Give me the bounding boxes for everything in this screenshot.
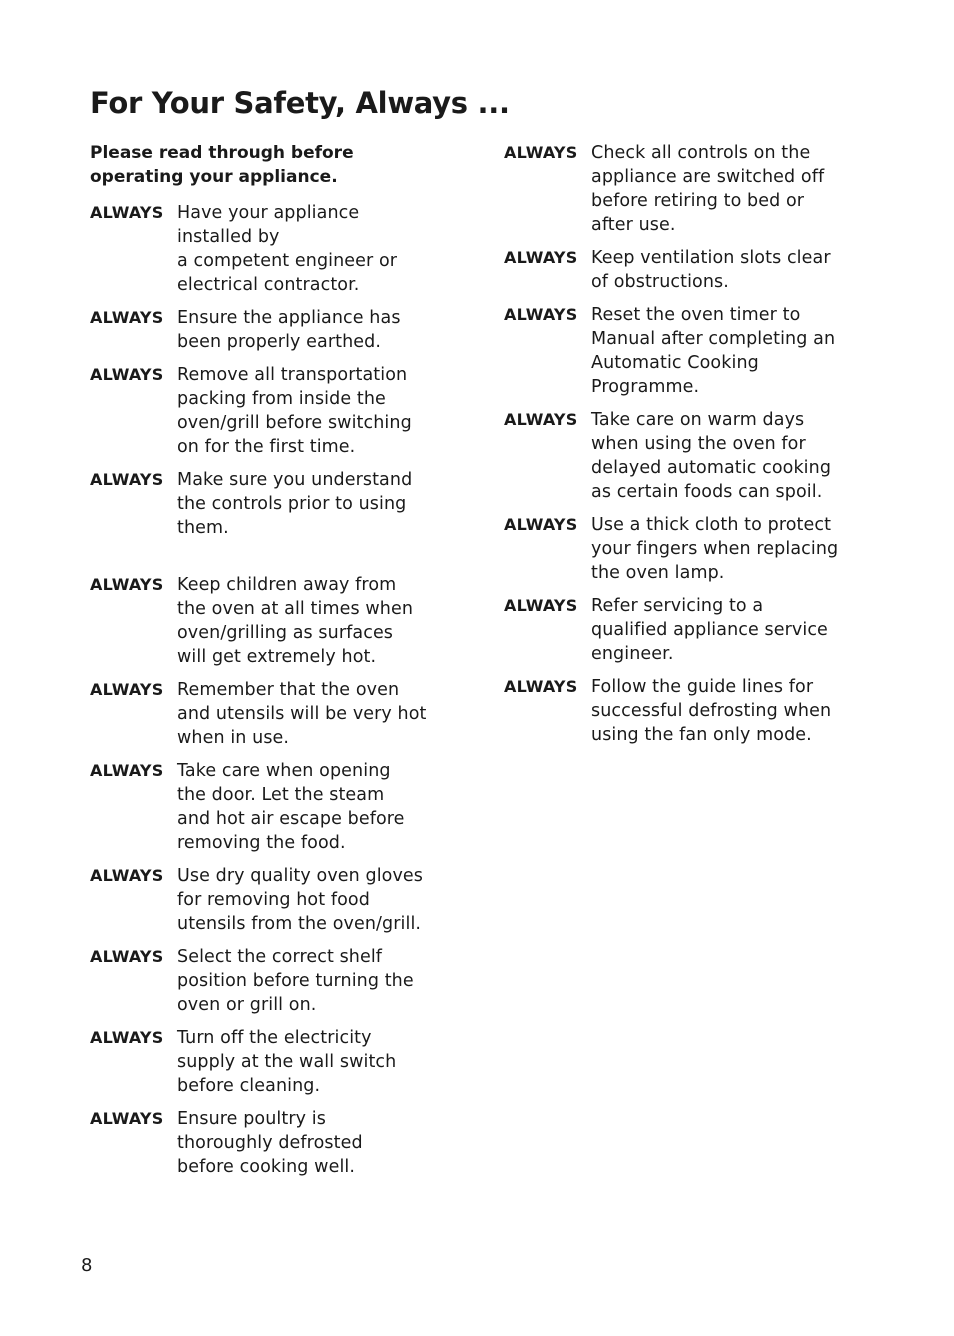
safety-item <box>90 573 460 669</box>
safety-item-text: Use a thick cloth to protect your fingers when replacing the oven lamp. <box>591 515 839 583</box>
safety-item <box>504 675 874 747</box>
safety-item-text: Ensure poultry is thoroughly defrosted before cooking well. <box>177 1109 363 1177</box>
safety-item <box>90 945 460 1017</box>
safety-item-text: Keep children away from the oven at all times when oven/grilling as surfaces will get extremely hot. <box>177 575 414 667</box>
safety-item <box>504 408 874 504</box>
always-keyword: ALWAYS <box>90 203 164 222</box>
safety-item-text: Take care when opening the door. Let the steam and hot air escape before removing the food. <box>177 761 405 853</box>
always-keyword: ALWAYS <box>504 596 578 615</box>
safety-item-text: Follow the guide lines for successful defrosting when using the fan only mode. <box>591 677 832 745</box>
always-keyword: ALWAYS <box>504 248 578 267</box>
always-keyword: ALWAYS <box>90 680 164 699</box>
safety-item <box>90 1107 460 1179</box>
safety-item-text: Use dry quality oven gloves for removing hot food utensils from the oven/grill. <box>177 866 424 934</box>
safety-item-text: Keep ventilation slots clear of obstructions. <box>591 248 831 292</box>
safety-item-text: Have your appliance installed by a competent engineer or electrical contractor. <box>177 203 398 295</box>
always-keyword: ALWAYS <box>90 866 164 885</box>
safety-item-text: Turn off the electricity supply at the wall switch before cleaning. <box>177 1028 397 1096</box>
always-keyword: ALWAYS <box>90 761 164 780</box>
safety-item <box>90 306 460 354</box>
safety-item <box>90 759 460 855</box>
always-keyword: ALWAYS <box>90 1109 164 1128</box>
always-keyword: ALWAYS <box>504 410 578 429</box>
always-keyword: ALWAYS <box>504 677 578 696</box>
safety-item-text: Remember that the oven and utensils will be very hot when in use. <box>177 680 427 748</box>
safety-item-text: Reset the oven timer to Manual after completing an Automatic Cooking Programme. <box>591 305 836 397</box>
safety-item <box>90 201 460 297</box>
safety-item-text: Take care on warm days when using the oven for delayed automatic cooking as certain foods can spoil. <box>591 410 832 502</box>
safety-item <box>504 141 874 237</box>
always-keyword: ALWAYS <box>90 1028 164 1047</box>
safety-item <box>90 468 460 540</box>
intro-text: Please read through before operating your appliance. <box>90 143 354 187</box>
safety-item-text: Make sure you understand the controls prior to using them. <box>177 470 413 538</box>
safety-item-text: Select the correct shelf position before turning the oven or grill on. <box>177 947 414 1015</box>
safety-item-text: Refer servicing to a qualified appliance service engineer. <box>591 596 828 664</box>
safety-item <box>504 513 874 585</box>
always-keyword: ALWAYS <box>504 305 578 324</box>
safety-item-text: Remove all transportation packing from inside the oven/grill before switching on for the first time. <box>177 365 412 457</box>
always-keyword: ALWAYS <box>90 470 164 489</box>
always-keyword: ALWAYS <box>90 575 164 594</box>
safety-item <box>90 363 460 459</box>
page-number: 8 <box>81 1255 93 1276</box>
always-keyword: ALWAYS <box>90 365 164 384</box>
safety-item <box>504 303 874 399</box>
left-column <box>90 141 460 1188</box>
safety-item <box>504 246 874 294</box>
safety-item <box>90 1026 460 1098</box>
page-title: For Your Safety, Always ... <box>90 86 510 120</box>
right-column <box>504 141 874 756</box>
safety-item-text: Ensure the appliance has been properly earthed. <box>177 308 401 352</box>
always-keyword: ALWAYS <box>504 143 578 162</box>
always-keyword: ALWAYS <box>90 308 164 327</box>
safety-item <box>90 864 460 936</box>
safety-item <box>90 678 460 750</box>
safety-item <box>504 594 874 666</box>
always-keyword: ALWAYS <box>504 515 578 534</box>
always-keyword: ALWAYS <box>90 947 164 966</box>
safety-item-text: Check all controls on the appliance are switched off before retiring to bed or after use. <box>591 143 825 235</box>
